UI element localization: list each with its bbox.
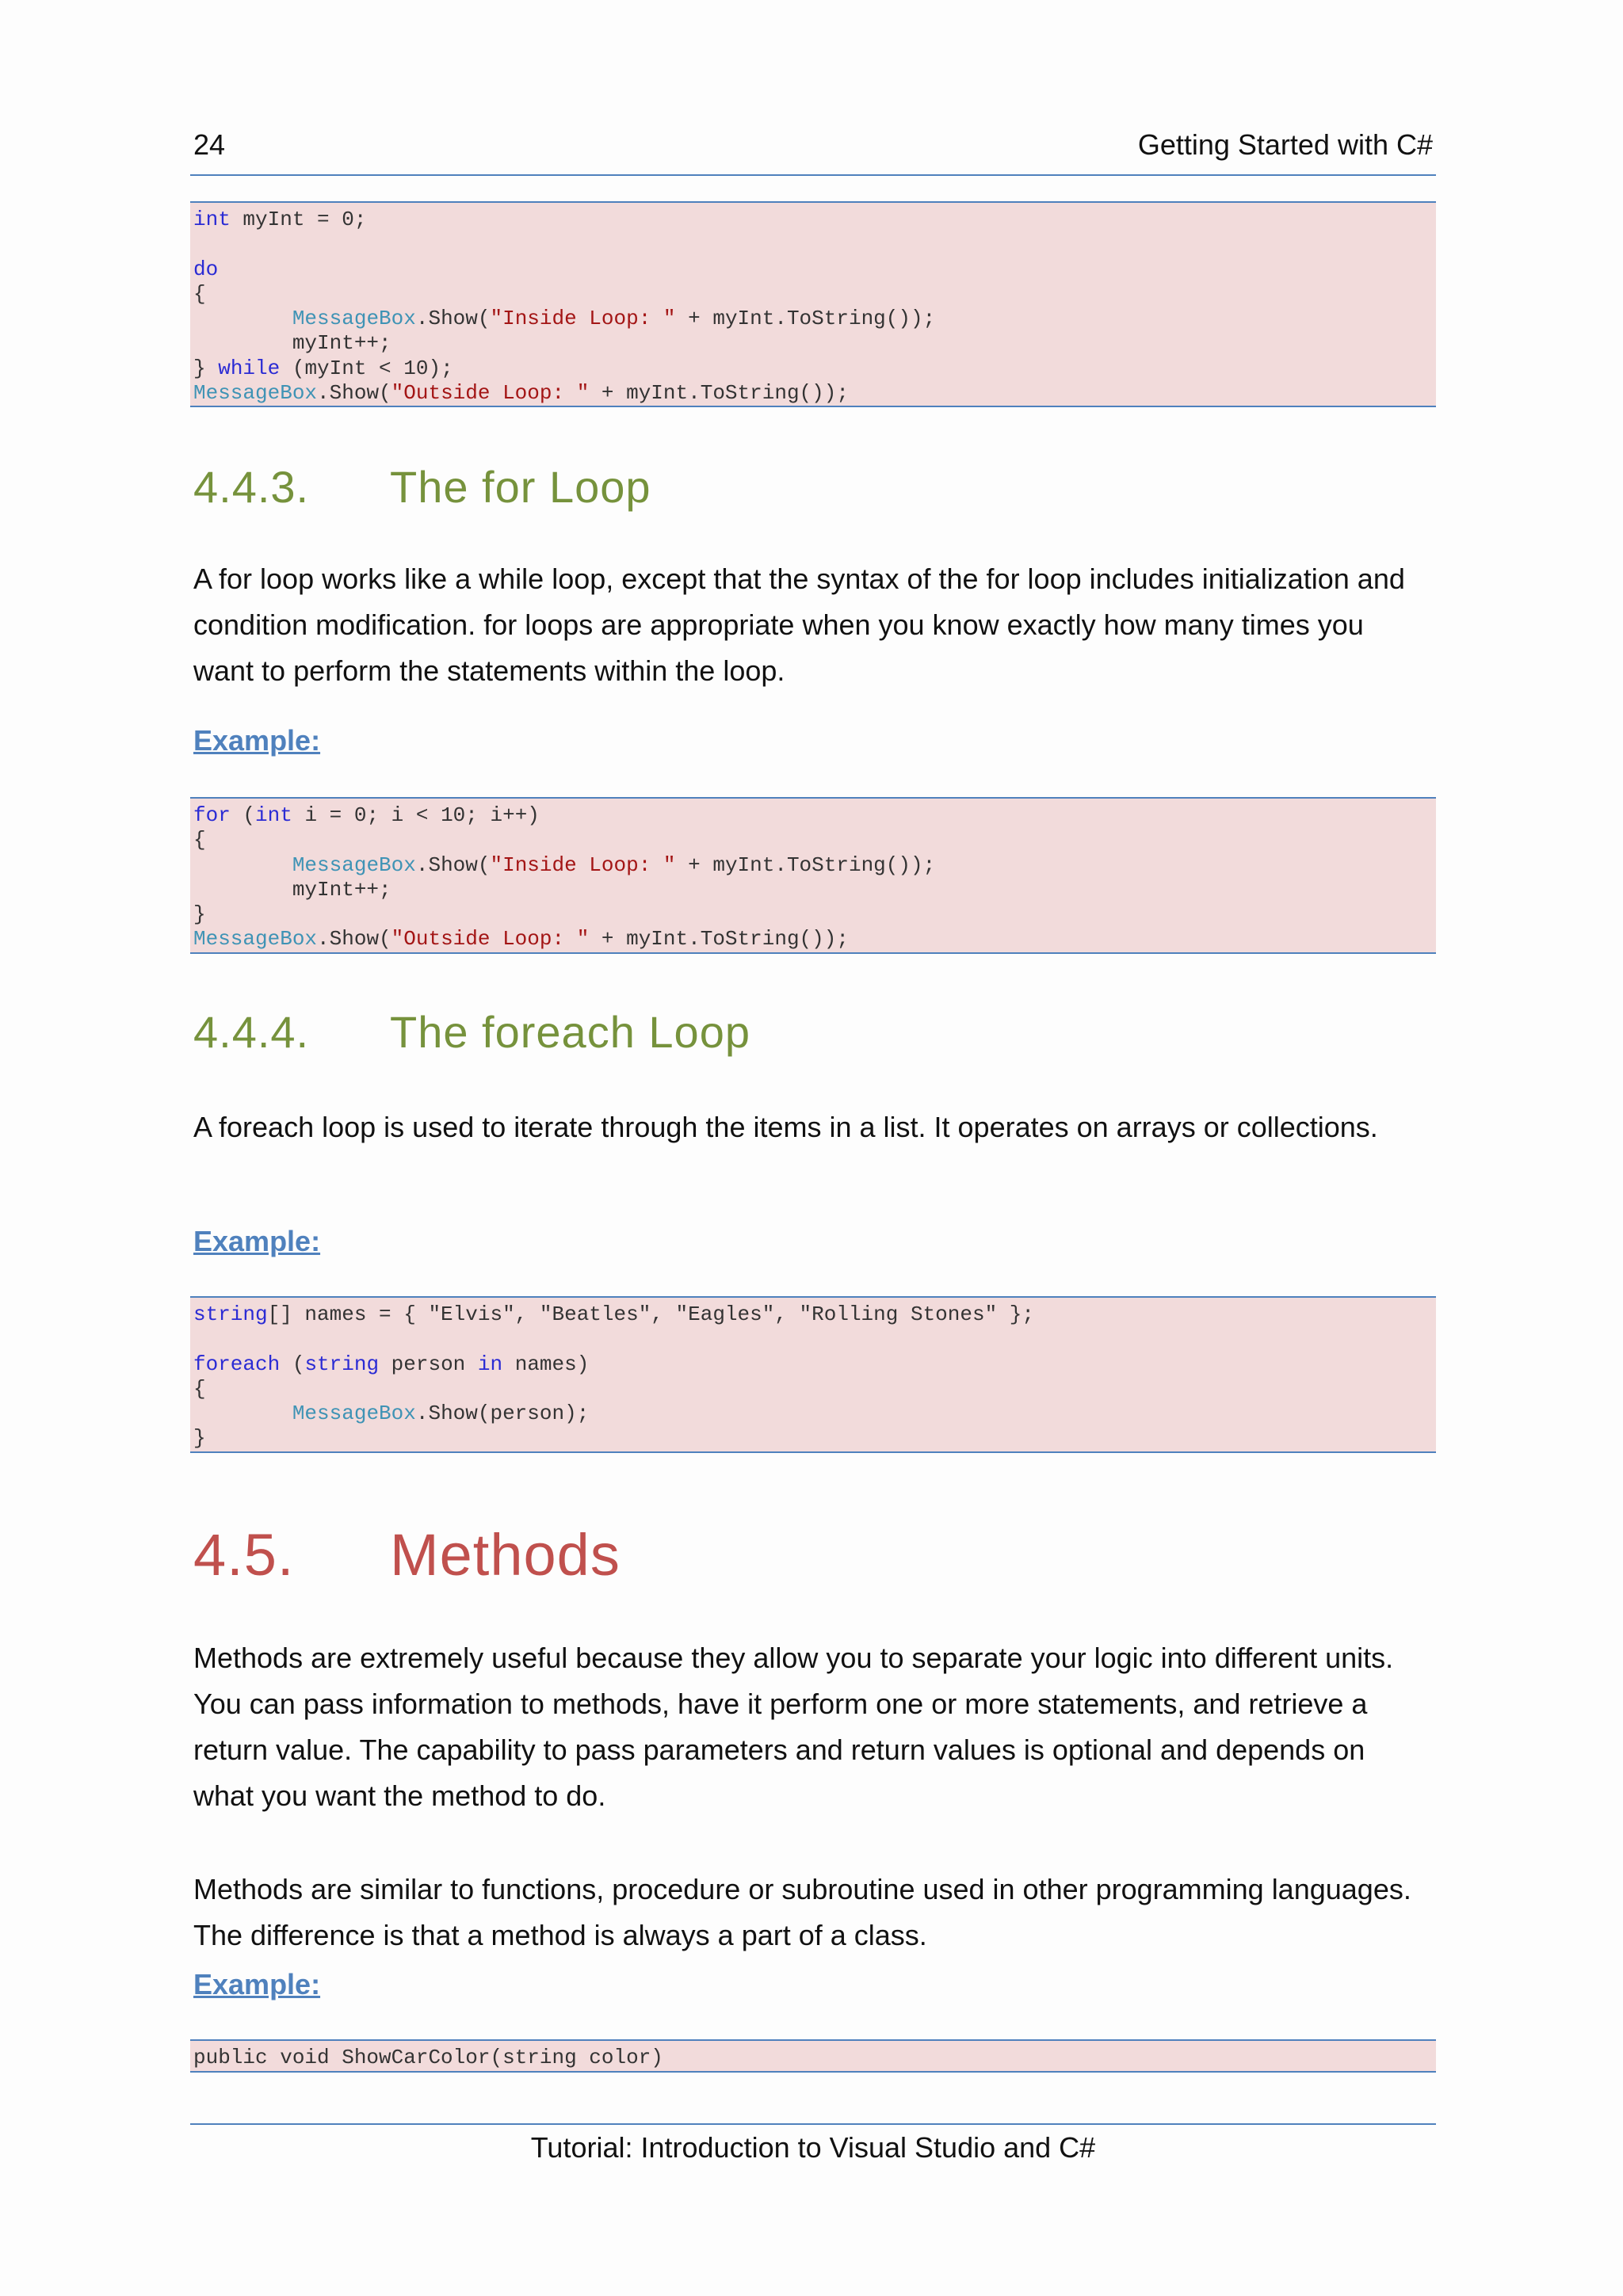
code-block-do-while (190, 201, 1436, 407)
code-block-method (190, 2039, 1436, 2073)
code-token: ( (230, 803, 256, 827)
paragraph-foreach-loop: A foreach loop is used to iterate through the items in a list. It operates on arrays or collections. (193, 1111, 1378, 1143)
code-line (193, 381, 1433, 406)
code-block-for (190, 797, 1436, 954)
code-line (193, 1377, 1433, 1402)
code-token: + myInt.ToString()); (675, 852, 936, 877)
code-token: string (304, 1352, 380, 1376)
code-line (193, 927, 1433, 952)
code-token: myInt = 0; (230, 208, 367, 231)
code-line (193, 878, 1433, 902)
example-label: Example: (193, 1968, 321, 2000)
code-token: string (193, 1302, 268, 1326)
code-line (193, 1327, 1433, 1352)
code-token: } (193, 902, 206, 927)
code-token: { (193, 1376, 206, 1401)
example-label: Example: (193, 1225, 321, 1257)
code-line (193, 208, 1433, 232)
code-token: "Outside Loop: " (391, 381, 590, 406)
code-token: in (477, 1352, 503, 1376)
code-token: int (193, 208, 231, 231)
code-token: + myInt.ToString()); (675, 307, 936, 331)
code-token: do (193, 257, 219, 281)
section-number: 4.4.3. (193, 462, 310, 512)
code-token: public void ShowCarColor(string color) (193, 2046, 663, 2069)
code-line (193, 828, 1433, 852)
section-title: The foreach Loop (390, 1007, 750, 1057)
code-token: MessageBox (193, 381, 318, 406)
code-token: foreach (193, 1352, 281, 1376)
code-token: "Outside Loop: " (391, 927, 590, 952)
code-token: "Inside Loop: " (490, 307, 676, 331)
code-token: .Show(person); (415, 1402, 590, 1426)
paragraph-methods-2: Methods are similar to functions, procedure or subroutine used in other programming languages. The difference is that a method is always a part of a class. (193, 1873, 1411, 1951)
code-line (193, 1302, 1433, 1327)
section-title: The for Loop (390, 462, 651, 512)
code-token: { (193, 281, 206, 306)
code-line (193, 282, 1433, 307)
code-token: + myInt.ToString()); (589, 927, 849, 952)
code-token: ( (280, 1352, 305, 1376)
section-number: 4.5. (193, 1522, 295, 1588)
code-token: } (193, 1426, 206, 1451)
code-line (193, 257, 1433, 282)
section-number: 4.4.4. (193, 1007, 310, 1057)
code-line (193, 1352, 1433, 1377)
code-line (193, 331, 1433, 356)
page-number: 24 (193, 128, 226, 161)
code-token: MessageBox (292, 1402, 416, 1426)
code-line (193, 2046, 1433, 2070)
code-token: MessageBox (193, 927, 318, 952)
code-line (193, 357, 1433, 381)
paragraph-methods-1: Methods are extremely useful because they allow you to separate your logic into different units. You can pass information to methods, have it perform one or more statements, and retrieve a return value. The capability to pass parameters and return values is optional and depends on what you want the method to do. (193, 1642, 1394, 1812)
code-token: (myInt < 10); (280, 356, 453, 380)
code-token: myInt++; (193, 877, 391, 902)
code-token: person (379, 1352, 478, 1376)
code-token: i = 0; i < 10; i++) (292, 803, 540, 827)
paragraph-for-loop: A for loop works like a while loop, except that the syntax of the for loop includes initialization and condition modification. for loops are appropriate when you know exactly how many times you want to perform the statements within the loop. (193, 563, 1405, 687)
code-token: names) (502, 1352, 590, 1376)
code-token: } (193, 356, 219, 380)
code-token: for (193, 803, 231, 827)
code-line (193, 232, 1433, 257)
code-token: while (218, 356, 281, 380)
code-token: int (255, 803, 292, 827)
code-token: myInt++; (193, 331, 391, 356)
code-line (193, 902, 1433, 927)
code-block-foreach (190, 1296, 1436, 1453)
code-token (193, 853, 292, 877)
code-token: .Show( (415, 307, 491, 331)
code-token: MessageBox (292, 307, 416, 331)
code-line (193, 1402, 1433, 1426)
header-title: Getting Started with C# (1137, 128, 1433, 161)
code-token: MessageBox (292, 852, 416, 877)
code-line (193, 307, 1433, 331)
code-token: [] names = { "Elvis", "Beatles", "Eagles", "Rolling Stones" }; (267, 1302, 1034, 1326)
code-token: .Show( (317, 927, 391, 952)
code-token (193, 307, 292, 330)
code-token: { (193, 828, 206, 852)
code-line (193, 803, 1433, 828)
section-title: Methods (390, 1522, 621, 1588)
code-token: "Inside Loop: " (490, 852, 676, 877)
example-label: Example: (193, 724, 321, 757)
code-token: .Show( (415, 852, 491, 877)
page-footer (190, 2123, 1436, 2164)
code-token (193, 1402, 292, 1425)
page-header (190, 119, 1436, 176)
code-token: .Show( (317, 381, 391, 406)
document-page (190, 0, 1436, 2296)
code-line (193, 853, 1433, 878)
code-line (193, 1426, 1433, 1451)
footer-text: Tutorial: Introduction to Visual Studio and C# (530, 2131, 1096, 2164)
code-token: + myInt.ToString()); (589, 381, 849, 406)
